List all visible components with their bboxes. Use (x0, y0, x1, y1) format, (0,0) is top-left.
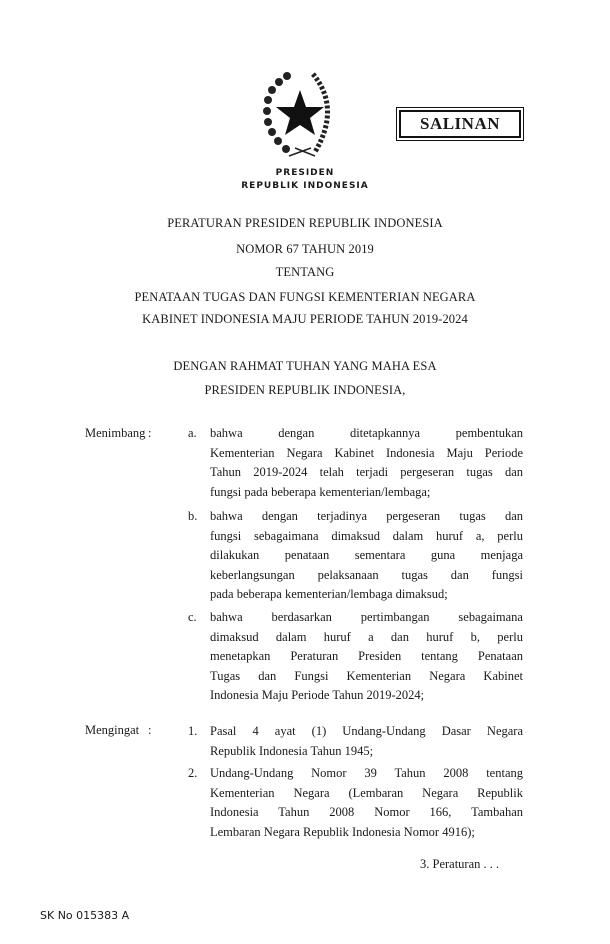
text-line: Republik Indonesia Tahun 1945; (210, 743, 374, 758)
text-line: bahwa dengan ditetapkannya pembentukan (210, 426, 523, 440)
mengingat-colon: : (148, 723, 152, 737)
mengingat-label: Mengingat (85, 723, 140, 737)
regulation-subject-2: KABINET INDONESIA MAJU PERIODE TAHUN 2019-2024 (142, 312, 468, 326)
text-line: Tahun 2019-2024 telah terjadi pergeseran tugas dan (210, 465, 523, 480)
regulation-number: NOMOR 67 TAHUN 2019 (236, 242, 374, 256)
text-line: fungsi sebagaimana dimaksud dalam huruf a, perlu (210, 528, 523, 543)
item-marker: 2. (188, 766, 198, 780)
regulation-subject-1: PENATAAN TUGAS DAN FUNGSI KEMENTERIAN NEGARA (134, 290, 476, 304)
regulation-title: PERATURAN PRESIDEN REPUBLIK INDONESIA (167, 216, 443, 230)
text-line: pada beberapa kementerian/lembaga dimaksud; (210, 587, 448, 602)
grace-formula: DENGAN RAHMAT TUHAN YANG MAHA ESA (173, 359, 437, 373)
footer-serial-number: SK No 015383 A (40, 909, 130, 922)
item-text (210, 424, 523, 502)
emblem-caption-president: PRESIDEN (275, 168, 335, 178)
item-marker: a. (188, 426, 197, 440)
president-heading: PRESIDEN REPUBLIK INDONESIA, (204, 383, 406, 397)
text-line: keberlangsungan pelaksanaan tugas dan fungsi (210, 567, 523, 582)
garuda-emblem-icon (255, 68, 345, 160)
page-continuation: 3. Peraturan . . . (420, 857, 500, 871)
emblem-caption-republic: REPUBLIK INDONESIA (241, 181, 369, 191)
item-text (210, 608, 523, 706)
item-text (210, 722, 523, 761)
text-line: Kementerian Negara Kabinet Indonesia Maju Periode (210, 445, 523, 460)
text-line: Indonesia Maju Periode Tahun 2019-2024; (210, 688, 425, 703)
item-marker: 1. (188, 724, 198, 738)
item-text (210, 507, 523, 605)
tentang-heading: TENTANG (275, 265, 335, 279)
text-line: bahwa dengan terjadinya pergeseran tugas dan (210, 509, 523, 523)
item-text (210, 764, 523, 842)
text-line: Kementerian Negara (Lembaran Negara Republik (210, 785, 523, 800)
text-line: dilakukan penataan sementara guna menjaga (210, 548, 523, 563)
text-line: Undang-Undang Nomor 39 Tahun 2008 tentang (210, 766, 523, 780)
item-marker: c. (188, 610, 197, 624)
item-marker: b. (188, 509, 198, 523)
text-line: Tugas dan Fungsi Kementerian Negara Kabinet (210, 668, 523, 683)
text-line: Pasal 4 ayat (1) Undang-Undang Dasar Negara (210, 724, 523, 738)
text-line: bahwa berdasarkan pertimbangan sebagaimana (210, 610, 523, 624)
menimbang-colon: : (148, 426, 152, 440)
text-line: Indonesia Tahun 2008 Nomor 166, Tambahan (210, 805, 523, 820)
menimbang-label: Menimbang (85, 426, 146, 440)
salinan-stamp: SALINAN (399, 110, 521, 138)
text-line: menetapkan Peraturan Presiden tentang Penataan (210, 649, 523, 664)
text-line: Lembaran Negara Republik Indonesia Nomor 4916); (210, 824, 475, 839)
text-line: dimaksud dalam huruf a dan huruf b, perlu (210, 629, 523, 644)
text-line: fungsi pada beberapa kementerian/lembaga; (210, 484, 431, 499)
